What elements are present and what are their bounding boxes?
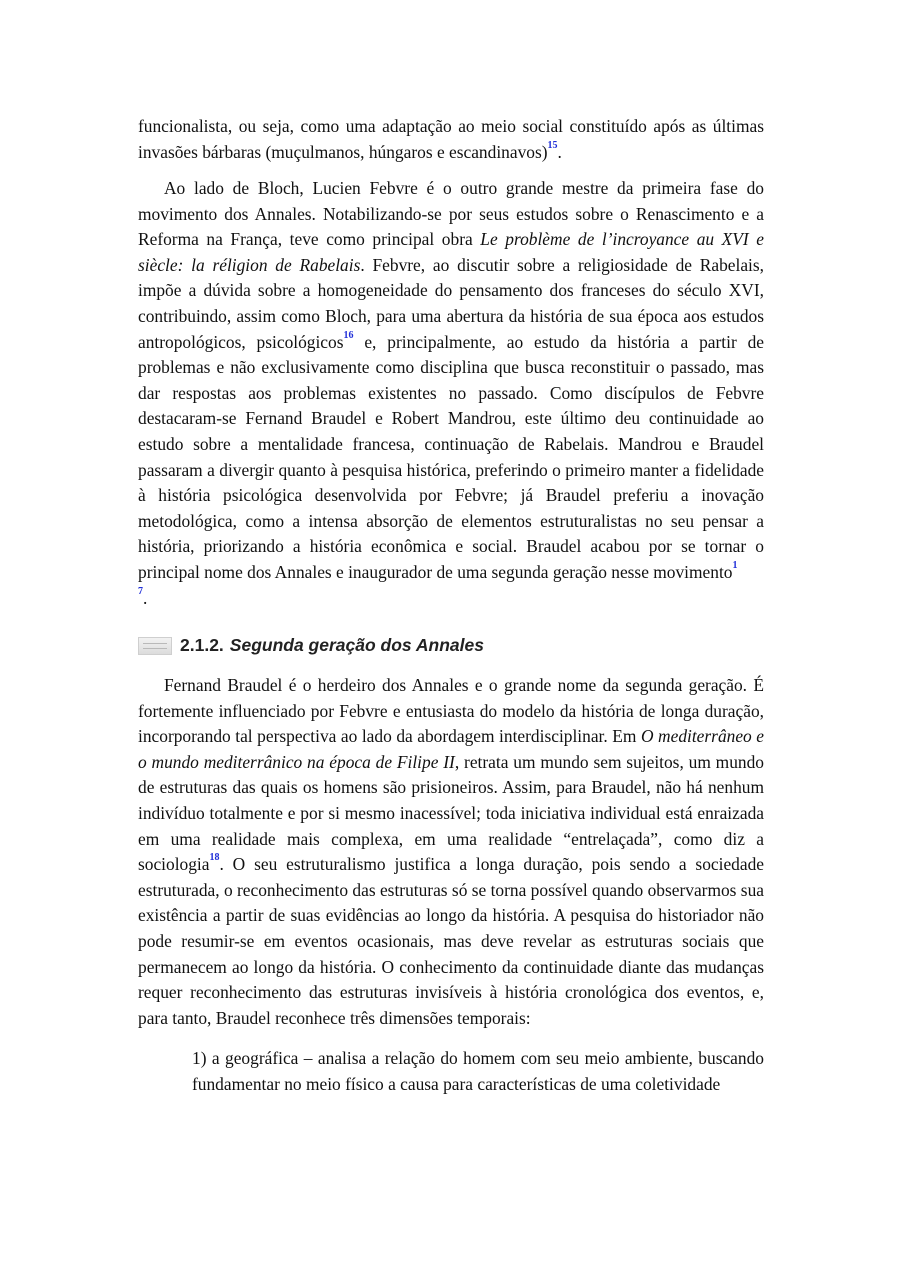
paragraph-text: Ao lado de Bloch, Lucien Febvre é o outro grande mestre da primeira fase do movimento dos Annales. Notabilizando-se por seus estudos sobre o Renascimento e a Reforma na França, teve como principal obra — [138, 178, 764, 250]
list-item-geografica — [192, 1046, 764, 1097]
paragraph-end: . — [143, 587, 148, 608]
paragraph-text: . Febvre, ao discutir sobre a religiosidade de Rabelais, impõe a dúvida sobre a homogeneidade do pensamento dos franceses do século XVI, contribuindo, assim como Bloch, para uma abertura da história de sua época aos estudos antropológicos, psicológicos — [138, 254, 764, 352]
footnote-ref-18[interactable]: 18 — [209, 852, 220, 864]
paragraph-continuation — [138, 114, 764, 165]
paragraph-text: Fernand Braudel é o herdeiro dos Annales e o grande nome da segunda geração. É fortemente influenciado por Febvre e entusiasta do modelo da história de longa duração, incorporando tal perspectiva ao lado da abordagem interdisciplinar. Em — [138, 675, 764, 747]
footnote-ref-17a[interactable]: 1 — [732, 559, 738, 571]
footnote-ref-15[interactable]: 15 — [547, 139, 558, 151]
paragraph-text: , retrata um mundo sem sujeitos, um mundo de estruturas das quais os homens são prisioneiros. Assim, para Braudel, não há nenhum indivíduo totalmente e por si mesmo inacessível; toda iniciativa individual está enraizada em uma realidade mais complexa, em uma realidade “entrelaçada”, como diz a sociologia — [138, 751, 764, 875]
paragraph-text: . O seu estruturalismo justifica a longa duração, pois sendo a sociedade estruturada, o reconhecimento das estruturas só se torna possível quando observarmos sua existência a partir de suas evidências ao longo da história. A pesquisa do historiador não pode resumir-se em eventos ocasionais, mas deve revelar as estruturas sociais que permanecem ao longo da história. O conhecimento da continuidade diante das mudanças requer reconhecimento das estruturas invisíveis à história cronológica dos eventos, e, para tanto, Braudel reconhece três dimensões temporais: — [138, 854, 764, 1028]
paragraph-text: e, principalmente, ao estudo da história a partir de problemas e não exclusivamente como disciplina que busca reconstituir o passado, mas dar respostas aos problemas existentes no passado. Como discípulos de Febvre destacaram-se Fernand Braudel e Robert Mandrou, este último deu continuidade ao estudo sobre a mentalidade francesa, continuação de Rabelais. Mandrou e Braudel passaram a divergir quanto à pesquisa histórica, preferindo o primeiro manter a fidelidade à história psicológica desenvolvida por Febvre; já Braudel preferiu a inovação metodológica, como a intensa absorção de elementos estruturalistas no seu pensar a história, priorizando a história econômica e social. Braudel acabou por se tornar o principal nome dos Annales e inaugurador de uma segunda geração nesse movimento — [138, 331, 764, 582]
footnote-ref-16[interactable]: 16 — [343, 329, 354, 341]
section-title: Segunda geração dos Annales — [229, 635, 484, 656]
section-heading-icon — [138, 637, 172, 655]
book-title-incroyance: Le problème de l’incroyance au XVI e siècle: la réligion de Rabelais — [138, 229, 764, 275]
section-heading — [138, 633, 484, 659]
paragraph-end: . — [557, 141, 562, 162]
paragraph-febvre — [138, 176, 764, 611]
book-title-mediterraneo: O mediterrâneo e o mundo mediterrânico na época de Filipe II — [138, 726, 764, 772]
footnote-ref-17b[interactable]: 7 — [138, 585, 143, 597]
paragraph-text: funcionalista, ou seja, como uma adaptação ao meio social constituído após as últimas invasões bárbaras (muçulmanos, húngaros e escandinavos) — [138, 116, 764, 162]
section-number: 2.1.2. — [180, 635, 224, 656]
paragraph-braudel — [138, 673, 764, 1031]
list-item-text: 1) a geográfica – analisa a relação do homem com seu meio ambiente, buscando fundamentar no meio físico a causa para características de uma coletividade — [192, 1048, 764, 1094]
